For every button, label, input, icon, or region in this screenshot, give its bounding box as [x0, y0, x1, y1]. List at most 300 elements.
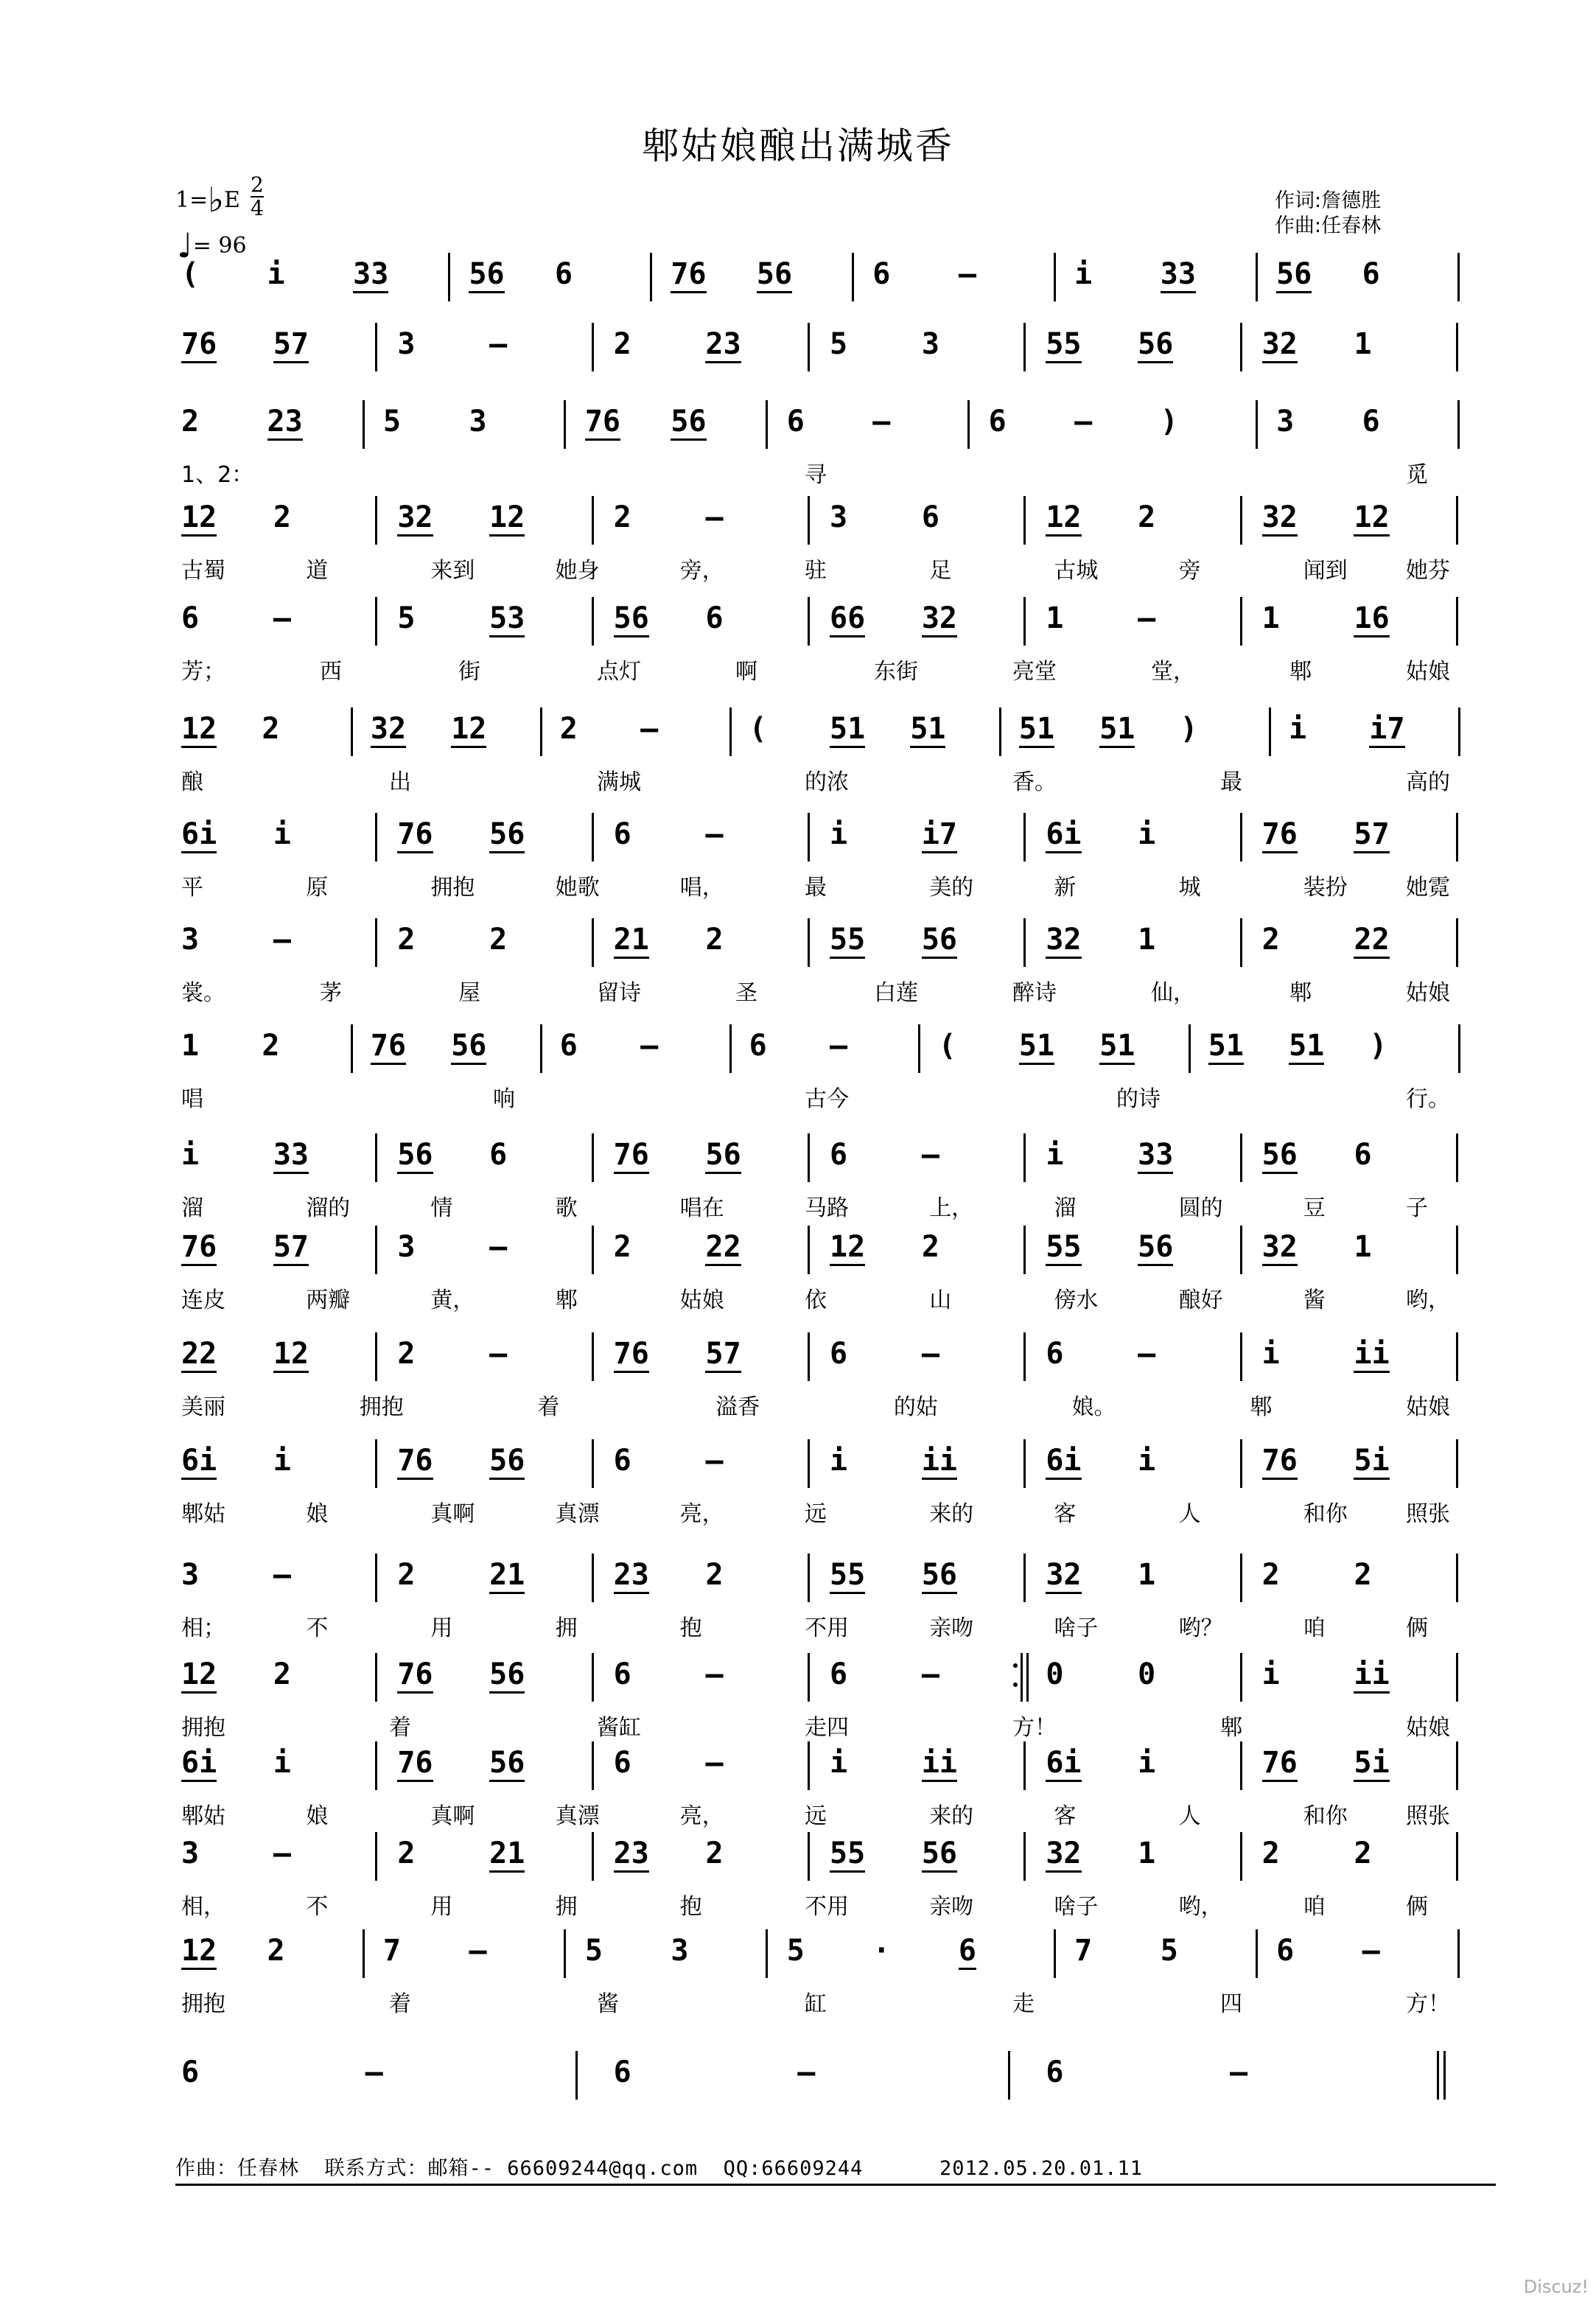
note-token: 6 [749, 1029, 767, 1063]
barline [808, 1554, 810, 1602]
lyric-syllable: 真漂 [555, 1803, 600, 1829]
lyric-syllable: 姑娘 [1406, 1394, 1450, 1420]
lyric-syllable: 唱在 [679, 1195, 724, 1221]
note-token: i [273, 1444, 291, 1478]
lyric-syllable: 姑娘 [1406, 1715, 1450, 1741]
lyric-syllable: 郫 [1220, 1715, 1242, 1741]
note-token: i7 [922, 817, 957, 853]
barline [1023, 1741, 1026, 1790]
lyric-syllable: 不用 [805, 1894, 849, 1920]
note-token: 56 [469, 257, 504, 293]
lyric-syllable: 拥抱 [359, 1394, 404, 1420]
note-token: 5i [1354, 1444, 1389, 1480]
note-token: 6 [181, 601, 200, 635]
note-token: 53 [489, 601, 525, 637]
barline [1256, 1929, 1258, 1978]
barline [1054, 253, 1056, 301]
note-token: i [273, 817, 291, 851]
note-token: 2 [613, 327, 631, 361]
note-token: 56 [489, 1444, 525, 1480]
lyric-syllable: 着 [389, 1715, 411, 1741]
note-token: 12 [181, 1934, 217, 1970]
lyric-syllable: 最 [1220, 769, 1242, 795]
barline [808, 323, 810, 371]
note-token: 3 [1276, 405, 1295, 438]
note-token: 55 [1046, 1230, 1081, 1266]
lyric-syllable: 走 [1012, 1991, 1035, 2017]
barline [650, 253, 652, 301]
note-token: 6i [1046, 817, 1081, 853]
lyric-syllable: 不用 [805, 1615, 849, 1641]
lyric-syllable: 郫 [1289, 980, 1312, 1006]
note-token: 56 [451, 1029, 486, 1065]
note-token: 1 [1261, 601, 1280, 635]
note-token: 12 [181, 500, 217, 537]
note-token: — [1229, 2055, 1248, 2089]
note-token: 23 [267, 405, 303, 441]
barline [1458, 1024, 1460, 1073]
note-token: 5i [1354, 1746, 1389, 1782]
barline [1456, 813, 1458, 862]
note-token: 32 [922, 601, 957, 637]
note-token: 2 [1261, 923, 1280, 957]
note-token: 2 [559, 712, 578, 746]
lyric-syllable: 啊 [735, 659, 757, 685]
lyric-syllable: 酱 [597, 1991, 619, 2017]
barline [1457, 253, 1460, 301]
note-token: 22 [181, 1337, 217, 1373]
note-token: 2 [1261, 1837, 1280, 1870]
note-token: 56 [489, 817, 525, 853]
barline [852, 253, 854, 301]
barline [592, 323, 594, 371]
note-token: 6i [181, 817, 217, 853]
lyric-syllable: 圣 [735, 980, 757, 1006]
lyric-syllable: 用 [430, 1894, 453, 1920]
barline [808, 1133, 810, 1182]
lyric-syllable: 郫 [1289, 659, 1312, 685]
lyric-syllable: 豆 [1303, 1195, 1326, 1221]
note-token: 56 [614, 601, 649, 637]
barline [918, 1024, 920, 1073]
note-token: 2 [1354, 1558, 1372, 1592]
barline [592, 1133, 594, 1182]
note-token: 1 [1138, 1558, 1156, 1592]
lyric-syllable: 古今 [805, 1086, 849, 1112]
note-token: — [640, 712, 659, 746]
note-token: 12 [830, 1230, 865, 1266]
note-token: 51 [1099, 712, 1135, 748]
lyric-syllable: 亮， [679, 1803, 724, 1829]
note-token: 56 [1138, 1230, 1173, 1266]
note-token: 51 [830, 712, 865, 748]
note-token: 12 [181, 712, 217, 748]
note-token: 76 [397, 1657, 433, 1694]
barline [1240, 496, 1242, 545]
barline [1456, 323, 1458, 371]
note-token: 32 [1046, 923, 1081, 959]
barline [592, 496, 594, 545]
lyric-syllable: 高的 [1406, 769, 1450, 795]
note-token: 6 [1276, 1934, 1295, 1968]
note-token: 3 [830, 500, 848, 534]
barline [808, 918, 810, 967]
note-token: ) [1160, 405, 1178, 438]
note-token: 12 [489, 500, 525, 537]
note-token: 51 [1208, 1029, 1244, 1065]
lyric-syllable: 不 [306, 1615, 329, 1641]
note-token: i [273, 1746, 291, 1780]
barline [1456, 1133, 1458, 1182]
note-token: 57 [273, 1230, 309, 1266]
note-token: 33 [1161, 257, 1196, 293]
barline [1456, 496, 1458, 545]
barline [1023, 1226, 1026, 1274]
note-token: 6 [613, 1657, 631, 1691]
note-token: 6 [1046, 1337, 1064, 1371]
note-token: 3 [181, 923, 200, 957]
note-token: 56 [671, 405, 706, 441]
barline [1456, 1832, 1458, 1881]
lyric-syllable: 原 [306, 875, 329, 901]
barline [375, 496, 377, 545]
lyric-syllable: 真啊 [430, 1803, 475, 1829]
barline [1458, 707, 1460, 756]
lyric-syllable: 方！ [1012, 1715, 1057, 1741]
lyric-syllable: 郫 [1250, 1394, 1273, 1420]
note-token: 2 [1138, 500, 1156, 534]
lyric-syllable: 人 [1178, 1803, 1201, 1829]
lyric-syllable: 最 [805, 875, 827, 901]
note-token: 2 [921, 1230, 939, 1264]
lyric-syllable: 啥子 [1054, 1894, 1099, 1920]
lyric-syllable: 她霓 [1406, 875, 1450, 901]
barline [1023, 918, 1026, 967]
note-token: i [1046, 1138, 1064, 1172]
note-token: 6 [959, 1934, 976, 1970]
lyric-syllable: 满城 [597, 769, 641, 795]
lyric-syllable: 依 [805, 1287, 827, 1313]
note-token: i [181, 1138, 200, 1172]
note-token: 76 [397, 1746, 433, 1782]
note-token: — [921, 1337, 939, 1371]
barline [375, 323, 377, 371]
note-token: 56 [922, 923, 957, 959]
barline [999, 707, 1001, 756]
note-token: 51 [1019, 712, 1054, 748]
note-token: 6 [181, 2055, 200, 2089]
barline [363, 1929, 365, 1978]
lyric-syllable: 酱缸 [597, 1715, 641, 1741]
barline [808, 597, 810, 646]
lyric-syllable: 娘。 [1071, 1394, 1116, 1420]
barline [564, 1929, 566, 1978]
lyric-syllable: 平 [181, 875, 203, 901]
lyric-syllable: 溢香 [715, 1394, 760, 1420]
note-token: i [1261, 1337, 1280, 1371]
barline [1456, 1439, 1458, 1488]
lyric-syllable: 和你 [1303, 1803, 1348, 1829]
barline [592, 1226, 594, 1274]
lyric-syllable: 山 [929, 1287, 952, 1313]
note-token: 1 [181, 1029, 200, 1063]
lyric-syllable: 歌 [555, 1195, 578, 1221]
note-token: 76 [614, 1138, 649, 1174]
lyric-syllable: 咱 [1303, 1894, 1326, 1920]
note-token: 2 [397, 1837, 416, 1870]
lyric-syllable: 姑娘 [1406, 980, 1450, 1006]
barline [592, 597, 594, 646]
barline [592, 1332, 594, 1381]
note-token: 6 [1354, 1138, 1372, 1172]
lyric-syllable: 不 [306, 1894, 329, 1920]
lyric-syllable: 照张 [1406, 1501, 1450, 1527]
note-token: 6i [181, 1746, 217, 1782]
lyric-syllable: 她歌 [555, 875, 600, 901]
note-token: 2 [705, 923, 724, 957]
lyric-syllable: 她芬 [1406, 558, 1450, 584]
barline [1240, 1439, 1242, 1488]
note-token: 0 [1046, 1657, 1064, 1691]
lyric-syllable: 闻到 [1303, 558, 1348, 584]
note-token: ii [1354, 1337, 1389, 1373]
time-numerator: 2 [251, 172, 264, 197]
lyric-syllable: 马路 [805, 1195, 849, 1221]
barline [1023, 813, 1026, 862]
note-token: i [267, 257, 285, 291]
note-token: 2 [262, 1029, 280, 1063]
barline [575, 2051, 578, 2100]
note-token: 12 [451, 712, 486, 748]
barline [564, 400, 566, 449]
barline [592, 1439, 594, 1488]
barline [808, 1741, 810, 1790]
lyric-syllable: 酱 [1303, 1287, 1326, 1313]
note-token: 2 [273, 1657, 291, 1691]
barline [1189, 1024, 1191, 1073]
barline [1456, 1653, 1458, 1702]
lyric-syllable: 郫 [555, 1287, 578, 1313]
lyric-syllable: 酿 [181, 769, 203, 795]
note-token: — [958, 257, 976, 291]
barline [375, 918, 377, 967]
barline [1023, 1439, 1026, 1488]
note-token: 57 [1354, 817, 1389, 853]
lyric-syllable: 和你 [1303, 1501, 1348, 1527]
barline [1457, 400, 1460, 449]
lyric-syllable: 人 [1178, 1501, 1201, 1527]
lyric-syllable: 唱， [679, 875, 724, 901]
lyric-syllable: 用 [430, 1615, 453, 1641]
note-token: 76 [397, 817, 433, 853]
note-token: i [830, 1444, 848, 1478]
lyric-syllable: 四 [1220, 1991, 1242, 2017]
note-token: 33 [1138, 1138, 1173, 1174]
lyric-syllable: 装扮 [1303, 875, 1348, 901]
note-token: 6 [489, 1138, 508, 1172]
note-token: 3 [397, 327, 416, 361]
note-token: — [489, 1230, 508, 1264]
lyric-syllable: 溜的 [306, 1195, 351, 1221]
note-token: — [365, 2055, 383, 2089]
lyric-syllable: 溜 [1054, 1195, 1077, 1221]
barline [448, 253, 450, 301]
note-token: ( [181, 257, 200, 291]
barline [1240, 918, 1242, 967]
note-token: 7 [1074, 1934, 1093, 1968]
lyric-syllable: 客 [1054, 1501, 1077, 1527]
lyric-syllable: 点灯 [597, 659, 641, 685]
note-token: 5 [397, 601, 416, 635]
note-token: 21 [614, 923, 649, 959]
lyric-syllable: 酿好 [1178, 1287, 1223, 1313]
lyric-syllable: 的姑 [893, 1394, 938, 1420]
barline [375, 1554, 377, 1602]
barline [592, 813, 594, 862]
note-token: 56 [397, 1138, 433, 1174]
lyric-syllable: 娘 [306, 1501, 329, 1527]
lyric-syllable: 真漂 [555, 1501, 600, 1527]
note-token: 6 [988, 405, 1007, 438]
barline [1456, 918, 1458, 967]
note-token: 6i [1046, 1444, 1081, 1480]
tempo-marking [177, 221, 247, 265]
note-token: — [705, 500, 724, 534]
barline [766, 1929, 768, 1978]
barline [1054, 1929, 1056, 1978]
note-token: ii [1354, 1657, 1389, 1694]
lyric-syllable: 古蜀 [181, 558, 225, 584]
barline [1023, 496, 1026, 545]
note-token: — [705, 1746, 724, 1780]
lyric-syllable: 两瓣 [306, 1287, 351, 1313]
note-token: 33 [273, 1138, 309, 1174]
lyric-syllable: 子 [1406, 1195, 1428, 1221]
barline [1023, 1332, 1026, 1381]
note-token: 6 [705, 601, 724, 635]
note-token: 2 [1354, 1837, 1372, 1870]
lyric-syllable: 连皮 [181, 1287, 225, 1313]
lyric-syllable: 屋 [458, 980, 480, 1006]
lyric-syllable: 道 [306, 558, 329, 584]
note-token: 76 [1262, 817, 1298, 853]
note-token: — [705, 1444, 724, 1478]
lyric-syllable: 东街 [874, 659, 918, 685]
barline [1456, 1741, 1458, 1790]
note-token: 51 [1099, 1029, 1135, 1065]
barline [592, 1554, 594, 1602]
barline [766, 400, 768, 449]
note-token: 56 [705, 1138, 741, 1174]
barline [1256, 253, 1258, 301]
lyric-syllable: 缸 [805, 1991, 827, 2017]
note-token: 2 [273, 500, 291, 534]
barline [1023, 597, 1026, 646]
lyric-syllable: 留诗 [597, 980, 641, 1006]
note-token: 76 [1262, 1444, 1298, 1480]
barline [1023, 1554, 1026, 1602]
note-token: 76 [181, 327, 217, 363]
note-token: 5 [584, 1934, 603, 1968]
note-token: 21 [489, 1837, 525, 1873]
note-token: 12 [181, 1657, 217, 1694]
note-token: 12 [1354, 500, 1389, 537]
note-token: 76 [181, 1230, 217, 1266]
lyric-syllable: 出 [389, 769, 411, 795]
note-token: — [1138, 601, 1156, 635]
note-token: i [830, 1746, 848, 1780]
barline [808, 496, 810, 545]
lyric-syllable: 她身 [555, 558, 600, 584]
barline [375, 1832, 377, 1881]
note-token: i [1138, 1746, 1156, 1780]
barline [1023, 323, 1026, 371]
note-token: — [469, 1934, 487, 1968]
barline [1240, 1741, 1242, 1790]
lyric-syllable: 哟， [1406, 1287, 1450, 1313]
lyric-syllable: 寻 [805, 462, 827, 488]
barline [1240, 1133, 1242, 1182]
barline [1240, 1554, 1242, 1602]
note-token: 2 [267, 1934, 285, 1968]
lyric-syllable: 亲吻 [929, 1894, 974, 1920]
note-token: i [1074, 257, 1093, 291]
note-token: — [489, 1337, 508, 1371]
note-token: — [1362, 1934, 1380, 1968]
lyric-syllable: 芳； [181, 659, 225, 685]
barline [592, 918, 594, 967]
note-token: 6 [1362, 405, 1380, 438]
note-token: 3 [181, 1837, 200, 1870]
lyric-syllable: 拥抱 [181, 1991, 225, 2017]
note-token: 22 [1354, 923, 1389, 959]
note-token: ii [922, 1746, 957, 1782]
lyric-syllable: 俩 [1406, 1894, 1428, 1920]
lyric-syllable: 亲吻 [929, 1615, 974, 1641]
repeat-end-barline [1021, 1653, 1032, 1702]
note-token: 3 [671, 1934, 689, 1968]
lyric-syllable: 圆的 [1178, 1195, 1223, 1221]
note-token: 32 [397, 500, 433, 537]
note-token: ii [922, 1444, 957, 1480]
barline [1269, 707, 1271, 756]
note-token: — [273, 601, 291, 635]
lyric-syllable: 真啊 [430, 1501, 475, 1527]
note-token: i [1138, 1444, 1156, 1478]
barline [1240, 1332, 1242, 1381]
note-token: 2 [181, 405, 200, 438]
footer-info: 作曲：任春林 联系方式：邮箱-- 66609244@qq.com QQ:66609244 2012.05.20.01.11 [175, 2152, 1496, 2186]
note-token: 6 [830, 1337, 848, 1371]
note-token: 51 [910, 712, 945, 748]
note-token: 6 [872, 257, 891, 291]
lyric-syllable: 来的 [929, 1803, 974, 1829]
flat-icon: ♭ [208, 180, 224, 220]
note-token: 5 [830, 327, 848, 361]
barline [592, 1832, 594, 1881]
credits [1275, 189, 1381, 239]
barline [808, 1332, 810, 1381]
note-token: — [1074, 405, 1093, 438]
note-token: ) [1369, 1029, 1387, 1063]
barline [1023, 1133, 1026, 1182]
lyric-syllable: 着 [537, 1394, 560, 1420]
barline [375, 1226, 377, 1274]
note-token: 5 [786, 1934, 805, 1968]
lyric-syllable: 俩 [1406, 1615, 1428, 1641]
lyric-syllable: 抱 [679, 1615, 702, 1641]
barline [1240, 1832, 1242, 1881]
